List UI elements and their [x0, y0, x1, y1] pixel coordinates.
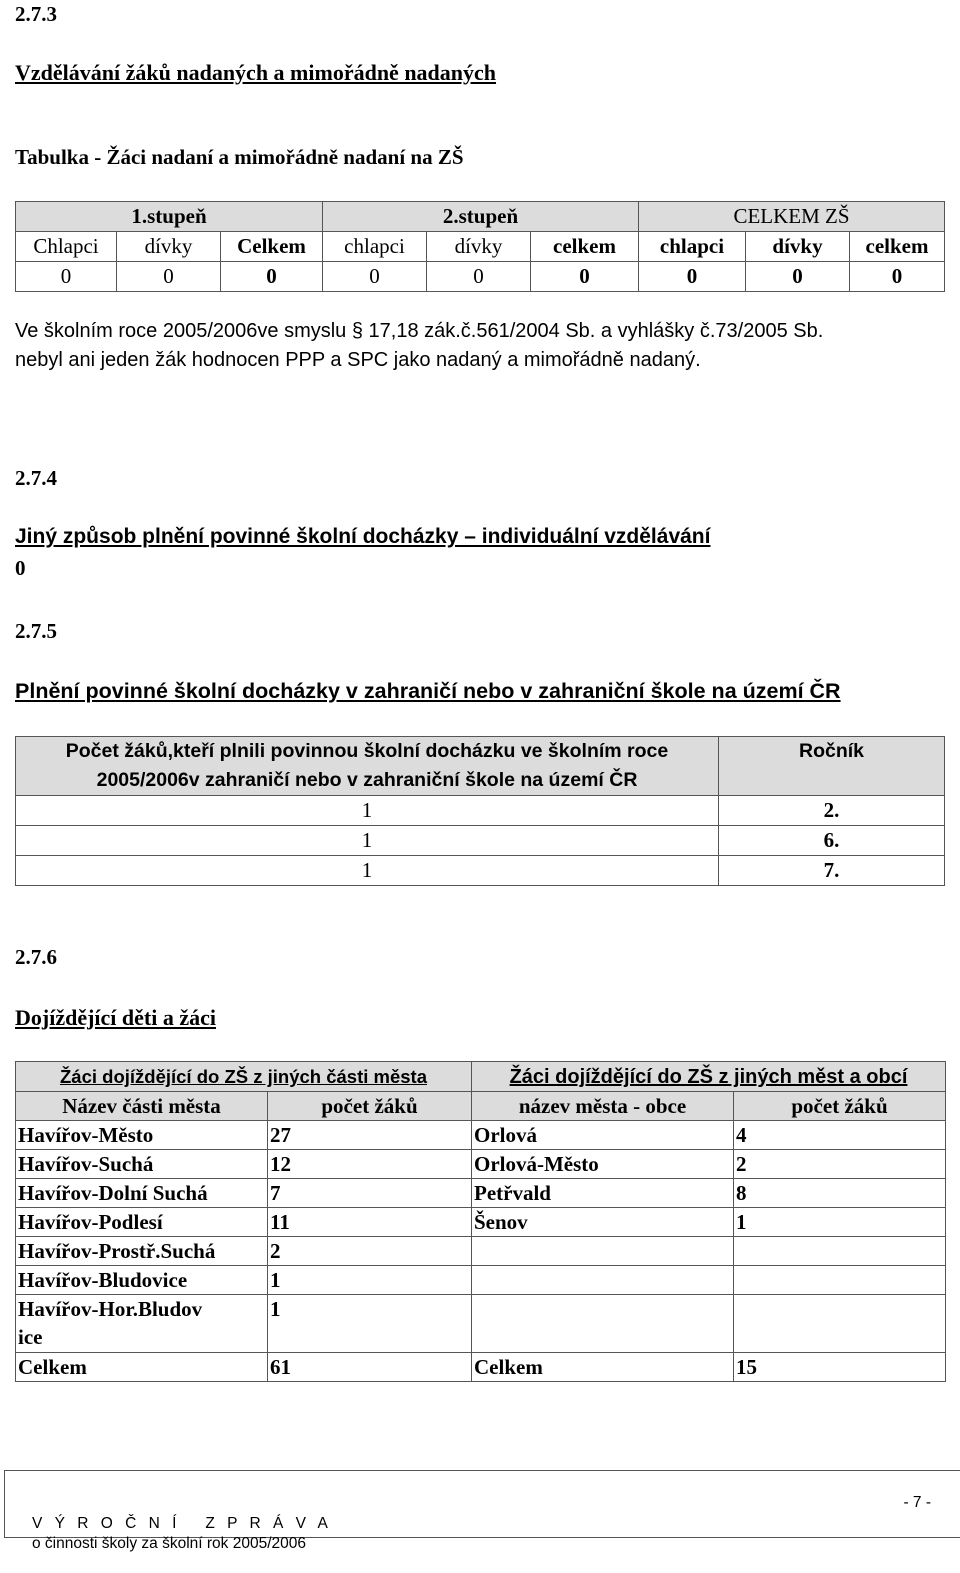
table-cell: 0: [221, 262, 323, 292]
total-count: 15: [734, 1353, 946, 1382]
town-count: 1: [734, 1208, 946, 1237]
column-header: dívky: [746, 232, 850, 262]
commute-header-right-text: Žáci dojíždějící do ZŠ z jiných měst a obcí: [509, 1066, 908, 1088]
table-cell: 0: [117, 262, 221, 292]
total-count: 61: [268, 1353, 472, 1382]
column-header: Název části města: [16, 1092, 268, 1121]
table-cell: 0: [850, 262, 945, 292]
abroad-header-left-line1: Počet žáků,kteří plnili povinnou školní docházku ve školním roce: [65, 740, 669, 762]
footer-report-title: V Ý R O Č N Í Z P R Á V A: [32, 1515, 332, 1532]
town-name: [472, 1295, 734, 1353]
footer-text: [15, 1493, 332, 1573]
town-name: Orlová: [472, 1121, 734, 1150]
column-header: Chlapci: [16, 232, 117, 262]
table-row: [16, 1179, 946, 1208]
section-title-274: Jiný způsob plnění povinné školní docházky – individuální vzdělávání: [15, 525, 711, 548]
column-header: chlapci: [639, 232, 746, 262]
section-number-273: 2.7.3: [15, 2, 57, 26]
part-name: Havířov-Hor.Bludovice: [16, 1295, 268, 1353]
table-cell: 0: [427, 262, 531, 292]
table-row: [16, 1208, 946, 1237]
table-cell: 0: [531, 262, 639, 292]
town-count: 8: [734, 1179, 946, 1208]
town-name: Orlová-Město: [472, 1150, 734, 1179]
column-header: počet žáků: [268, 1092, 472, 1121]
abroad-header-right: Ročník: [719, 737, 945, 796]
part-name: Havířov-Dolní Suchá: [16, 1179, 268, 1208]
part-name: Havířov-Suchá: [16, 1150, 268, 1179]
commute-header-right: [472, 1062, 946, 1092]
section-number-276: 2.7.6: [15, 945, 57, 969]
section-value-274: 0: [15, 556, 26, 580]
town-name: Petřvald: [472, 1179, 734, 1208]
total-label: Celkem: [16, 1353, 268, 1382]
page-number: - 7 -: [903, 1494, 931, 1511]
abroad-count: 1: [16, 796, 719, 826]
part-name: Havířov-Město: [16, 1121, 268, 1150]
note-line-1: Ve školním roce 2005/2006ve smyslu § 17,18 zák.č.561/2004 Sb. a vyhlášky č.73/2005 Sb.: [15, 320, 824, 342]
note-line-2: nebyl ani jeden žák hodnocen PPP a SPC jako nadaný a mimořádně nadaný.: [15, 349, 701, 371]
column-header: počet žáků: [734, 1092, 946, 1121]
town-name: Šenov: [472, 1208, 734, 1237]
table-caption: Tabulka - Žáci nadaní a mimořádně nadaní na ZŠ: [15, 145, 464, 169]
part-count: 1: [268, 1295, 472, 1353]
abroad-header-left-line2: 2005/2006v zahraničí nebo v zahraniční škole na území ČR: [96, 769, 638, 791]
section-number-275: 2.7.5: [15, 619, 57, 643]
section-number-274: 2.7.4: [15, 466, 57, 490]
column-header: dívky: [117, 232, 221, 262]
town-name: [472, 1237, 734, 1266]
group-header: 2.stupeň: [323, 202, 639, 232]
part-name: Havířov-Podlesí: [16, 1208, 268, 1237]
commute-header-left-text: Žáci dojíždějící do ZŠ z jiných části města: [59, 1066, 428, 1087]
commuting-students-table: [15, 1061, 946, 1382]
town-count: [734, 1237, 946, 1266]
part-count: 7: [268, 1179, 472, 1208]
abroad-count: 1: [16, 856, 719, 886]
column-header: celkem: [850, 232, 945, 262]
part-count: 27: [268, 1121, 472, 1150]
part-count: 11: [268, 1208, 472, 1237]
table-row: [16, 1266, 946, 1295]
part-count: 2: [268, 1237, 472, 1266]
table-row: [16, 1121, 946, 1150]
part-name: Havířov-Bludovice: [16, 1266, 268, 1295]
commute-header-left: [16, 1062, 472, 1092]
abroad-schooling-table: [15, 736, 945, 886]
column-header: dívky: [427, 232, 531, 262]
total-label: Celkem: [472, 1353, 734, 1382]
table-cell: 0: [746, 262, 850, 292]
section-title-276: Dojíždějící děti a žáci: [15, 1005, 216, 1030]
part-count: 12: [268, 1150, 472, 1179]
table-row: [16, 1295, 946, 1353]
table-row: [16, 1237, 946, 1266]
footer-subtitle: o činnosti školy za školní rok 2005/2006: [32, 1535, 306, 1552]
town-count: 2: [734, 1150, 946, 1179]
section-title-275: Plnění povinné školní docházky v zahraničí nebo v zahraniční škole na území ČR: [15, 679, 841, 703]
part-count: 1: [268, 1266, 472, 1295]
abroad-grade: 2.: [719, 796, 945, 826]
total-row: [16, 1353, 946, 1382]
town-count: 4: [734, 1121, 946, 1150]
table-row: [16, 1150, 946, 1179]
table-cell: 0: [16, 262, 117, 292]
abroad-header-left: [16, 737, 719, 796]
town-count: [734, 1266, 946, 1295]
gifted-students-table: [15, 201, 945, 292]
town-count: [734, 1295, 946, 1353]
section-title-273: Vzdělávání žáků nadaných a mimořádně nadaných: [15, 60, 497, 85]
abroad-grade: 6.: [719, 826, 945, 856]
table-cell: 0: [323, 262, 427, 292]
abroad-grade: 7.: [719, 856, 945, 886]
group-header: 1.stupeň: [16, 202, 323, 232]
town-name: [472, 1266, 734, 1295]
group-header: CELKEM ZŠ: [639, 202, 945, 232]
table-cell: 0: [639, 262, 746, 292]
page-footer: [4, 1470, 960, 1552]
column-header: název města - obce: [472, 1092, 734, 1121]
abroad-count: 1: [16, 826, 719, 856]
column-header: celkem: [531, 232, 639, 262]
column-header: chlapci: [323, 232, 427, 262]
column-header: Celkem: [221, 232, 323, 262]
part-name: Havířov-Prostř.Suchá: [16, 1237, 268, 1266]
